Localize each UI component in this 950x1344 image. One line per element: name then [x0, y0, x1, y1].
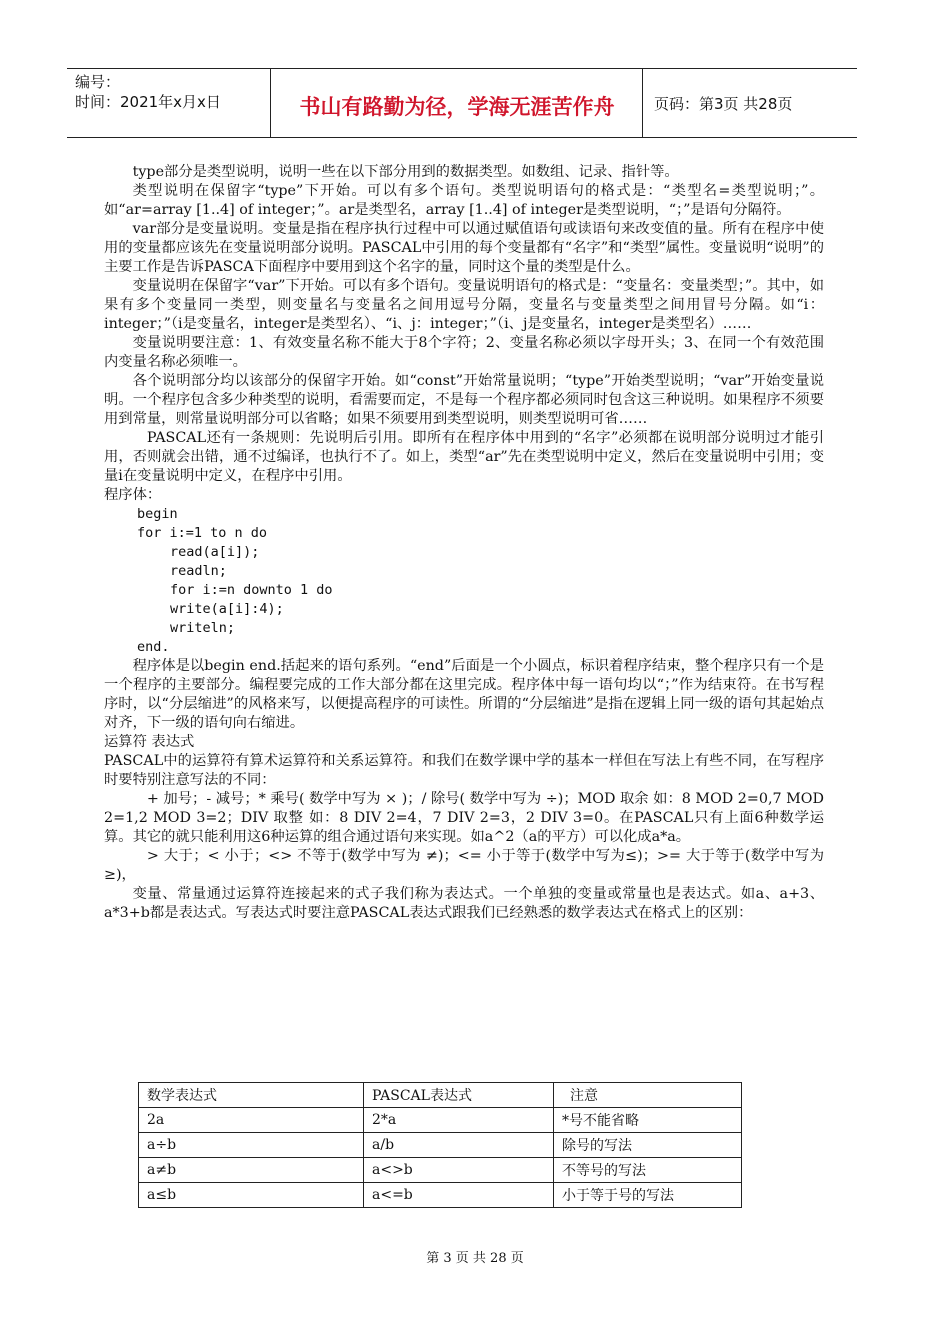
table-row — [139, 1108, 742, 1133]
table-cell: 2a — [139, 1108, 364, 1133]
paragraph: var部分是变量说明。变量是指在程序执行过程中可以通过赋值语句或读语句来改变值的量。所有在程序中使用的变量都应该先在变量说明部分说明。PASCAL中引用的每个变量都有“名字”和“类型”属性。变量说明“说明”的主要工作是告诉PASCA下面程序中要用到这个名字的量，同时这个量的类型是什么。 — [104, 221, 824, 275]
paragraph: PASCAL中的运算符有算术运算符和关系运算符。和我们在数学课中学的基本一样但在写法上有些不同，在写程序时要特别注意写法的不同： — [104, 753, 824, 788]
paragraph: 变量说明在保留字“var”下开始。可以有多个语句。变量说明语句的格式是：“变量名：变量类型；”。其中，如果有多个变量同一类型，则变量名与变量名之间用逗号分隔，变量名与变量类型之间用冒号分隔。如“i：integer；”（i是变量名，integer是类型名）、“i、j：integer；”（i、j是变量名，integer是类型名）…… — [104, 278, 824, 332]
header-motto: 书山有路勤为径，学海无涯苦作舟 — [299, 95, 615, 119]
code-line: write(a[i]:4); — [170, 601, 284, 617]
code-line: for i:=n downto 1 do — [170, 582, 333, 598]
document-body — [104, 163, 824, 923]
table-cell: a/b — [364, 1133, 554, 1158]
code-line: begin — [137, 506, 178, 522]
paragraph: 变量说明要注意：1、有效变量名称不能大于8个字符；2、变量名称必须以字母开头；3、在同一个有效范围内变量名称必须唯一。 — [104, 335, 824, 370]
paragraph: + 加号；- 减号；* 乘号( 数学中写为 × )；/ 除号( 数学中写为 ÷)；MOD 取余 如：8 MOD 2=0,7 MOD 2=1,2 MOD 3=2；DIV 取整 如：8 DIV 2=4，7 DIV 2=3，2 DIV 3=0。在PASCAL只有上面6种数学运算。其它的就只能利用这6种运算的组合通过语句来实现。如a^2（a的平方）可以化成a*a。 — [104, 791, 824, 845]
table-header-cell: 注意 — [554, 1083, 742, 1108]
code-line: read(a[i]); — [170, 544, 260, 560]
paragraph: type部分是类型说明，说明一些在以下部分用到的数据类型。如数组、记录、指针等。 — [132, 164, 679, 180]
header-divider — [270, 69, 271, 137]
header-divider — [642, 69, 643, 137]
page-footer: 第 3 页 共 28 页 — [426, 1251, 524, 1266]
table-row — [139, 1183, 742, 1208]
table-cell: a<>b — [364, 1158, 554, 1183]
program-body-heading: 程序体： — [104, 487, 162, 503]
paragraph: 程序体是以begin end.括起来的语句系列。“end”后面是一个小圆点，标识着程序结束，整个程序只有一个是一个程序的主要部分。编程要完成的工作大部分都在这里完成。程序体中每一语句均以“；”作为结束符。在书写程序时，以“分层缩进”的风格来写，以便提高程序的可读性。所谓的“分层缩进”是指在逻辑上同一级的语句其起始点对齐，下一级的语句向右缩进。 — [104, 658, 824, 731]
expression-table — [138, 1082, 742, 1208]
table-row — [139, 1133, 742, 1158]
paragraph: 各个说明部分均以该部分的保留字开始。如“const”开始常量说明；“type”开始类型说明；“var”开始变量说明。一个程序包含多少种类型的说明，看需要而定，不是每一个程序都必须同时包含这三种说明。如果程序不须要用到常量，则常量说明部分可以省略；如果不须要用到类型说明，则类型说明可省…… — [104, 373, 824, 427]
header-number-label: 编号： — [75, 73, 121, 91]
table-cell: a≤b — [139, 1183, 364, 1208]
table-cell: 不等号的写法 — [554, 1158, 742, 1183]
table-header-cell: PASCAL表达式 — [364, 1083, 554, 1108]
table-cell: a÷b — [139, 1133, 364, 1158]
table-header-cell: 数学表达式 — [139, 1083, 364, 1108]
paragraph: PASCAL还有一条规则：先说明后引用。即所有在程序体中用到的“名字”必须都在说明部分说明过才能引用，否则就会出错，通不过编译，也执行不了。如上，类型“ar”先在类型说明中定义，然后在变量说明中引用；变量i在变量说明中定义，在程序中引用。 — [104, 430, 824, 484]
page-header — [67, 68, 857, 138]
table-header-row — [139, 1083, 742, 1108]
section-heading: 运算符 表达式 — [104, 734, 195, 750]
header-time-label: 时间：2021年x月x日 — [75, 93, 221, 111]
code-line: end. — [137, 639, 170, 655]
code-line: readln; — [170, 563, 227, 579]
table-row — [139, 1158, 742, 1183]
table-cell: 除号的写法 — [554, 1133, 742, 1158]
header-meta — [75, 72, 221, 112]
paragraph: 类型说明在保留字“type”下开始。可以有多个语句。类型说明语句的格式是：“类型名=类型说明；”。如“ar=array [1..4] of integer；”。ar是类型名，array [1..4] of integer是类型说明，“；”是语句分隔符。 — [104, 183, 824, 218]
table-cell: *号不能省略 — [554, 1108, 742, 1133]
code-line: for i:=1 to n do — [137, 525, 268, 541]
table-cell: a≠b — [139, 1158, 364, 1183]
code-block — [104, 505, 824, 657]
code-line: writeln; — [170, 620, 236, 636]
paragraph: 变量、常量通过运算符连接起来的式子我们称为表达式。一个单独的变量或常量也是表达式。如a、a+3、a*3+b都是表达式。写表达式时要注意PASCAL表达式跟我们已经熟悉的数学表达式在格式上的区别： — [104, 886, 824, 921]
paragraph: > 大于；< 小于；<> 不等于(数学中写为 ≠)；<= 小于等于(数学中写为≤)；>= 大于等于(数学中写为 ≥)， — [104, 848, 824, 883]
table-cell: 2*a — [364, 1108, 554, 1133]
table-cell: 小于等于号的写法 — [554, 1183, 742, 1208]
header-page-label: 页码：第3页 共28页 — [654, 95, 793, 113]
table-cell: a<=b — [364, 1183, 554, 1208]
